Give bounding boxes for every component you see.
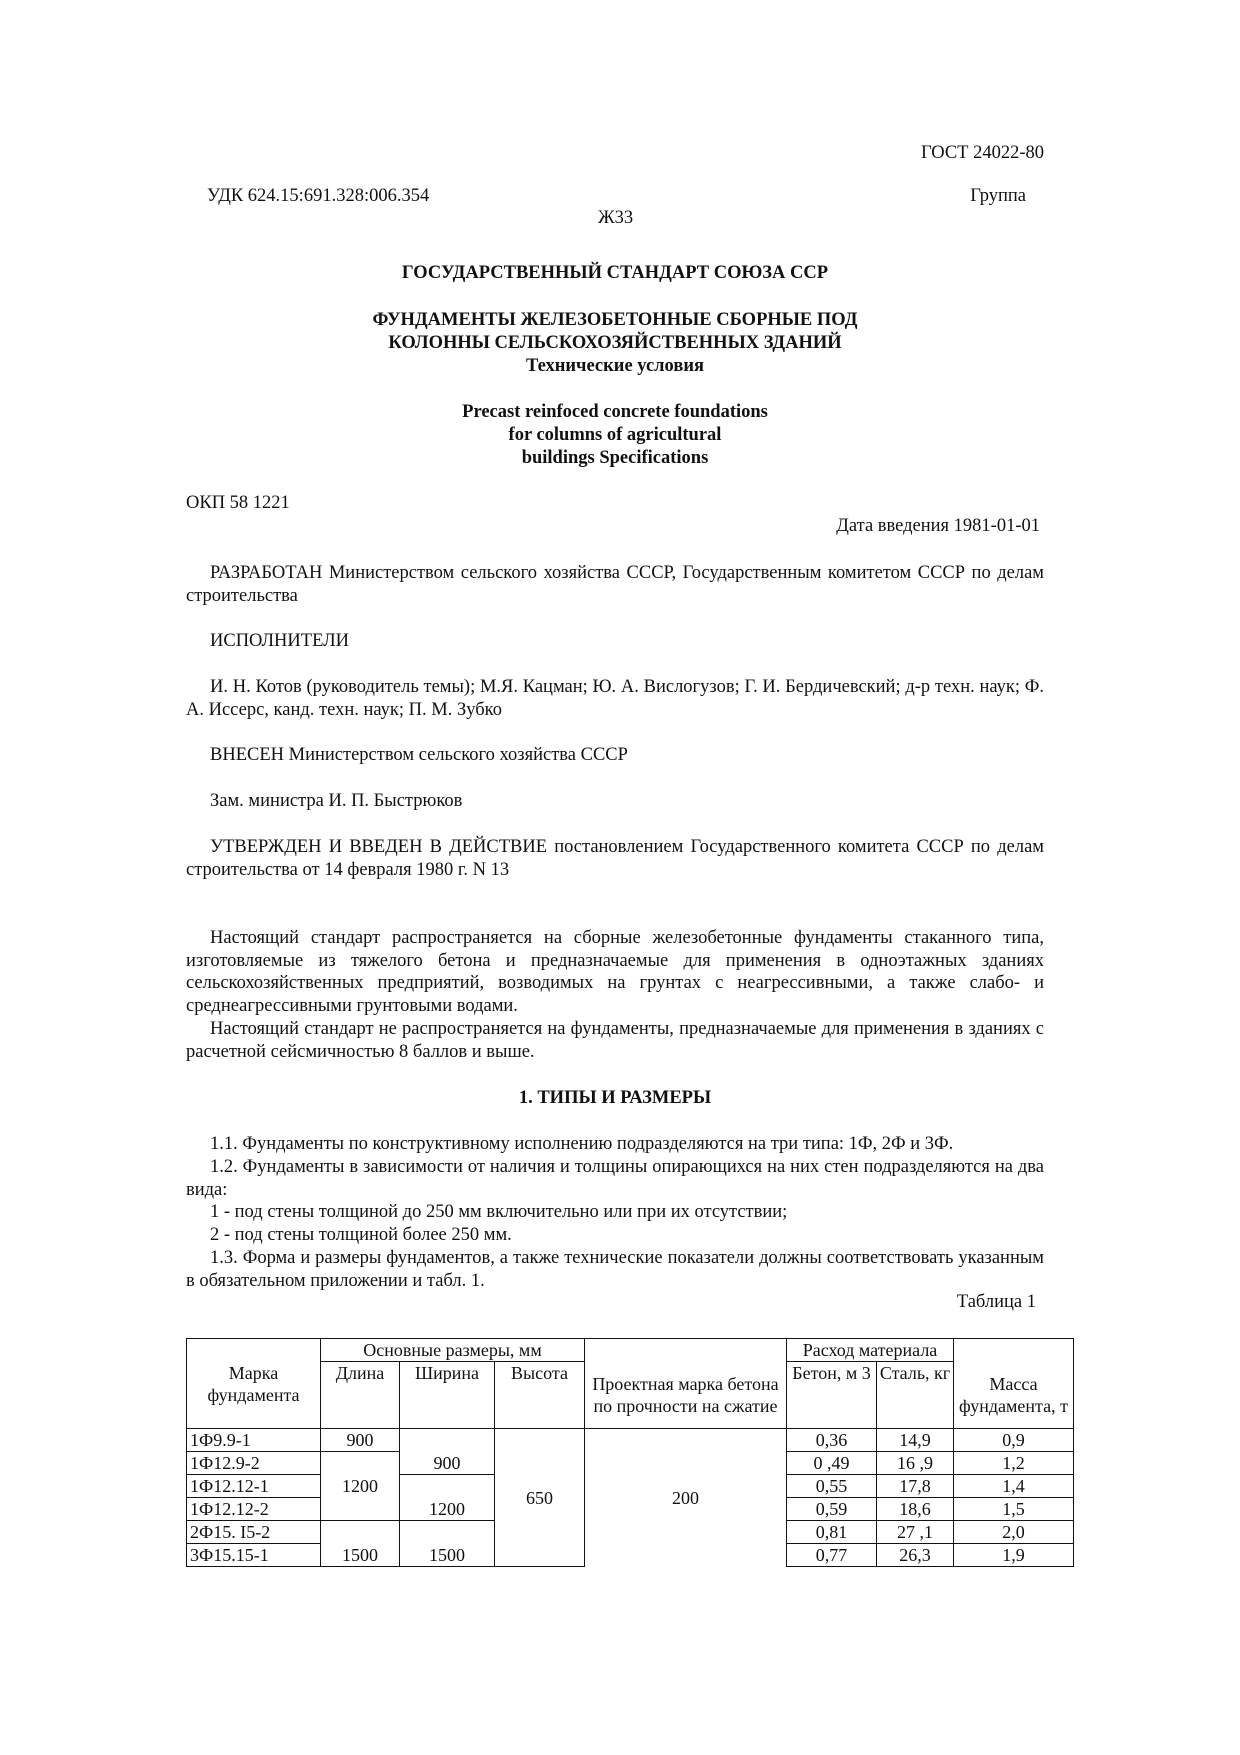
cell-mass: 1,4 <box>954 1475 1074 1498</box>
header-length: Длина <box>321 1362 400 1429</box>
cell-length: 900 <box>321 1429 400 1452</box>
header-mark: Марка фундамента <box>187 1339 321 1429</box>
table-row <box>187 1429 1074 1452</box>
foundations-table <box>186 1338 1074 1567</box>
cell-width: 900 <box>400 1429 495 1475</box>
scope-paragraph-1: Настоящий стандарт распространяется на сборные железобетонные фундаменты стаканного типа, изготовляемые из тяжелого бетона и предназначаемые для применения в одноэтажных зданиях сельскохозяйственных предприятий, возводимых на грунтах с неагрессивными, а также слабо- и среднеагрессивными грунтовыми водами. <box>186 928 1044 1016</box>
scope-paragraph-2: Настоящий стандарт не распространяется на фундаменты, предназначаемые для применения в зданиях с расчетной сейсмичностью 8 баллов и выше. <box>186 1019 1044 1062</box>
cell-mark: 1Ф9.9-1 <box>187 1429 321 1452</box>
header-material-use: Расход материала <box>787 1339 954 1362</box>
cell-width: 1200 <box>400 1475 495 1521</box>
clause-1-3: 1.3. Форма и размеры фундаментов, а также технические показатели должны соответствовать указанным в обязательном приложении и табл. 1. <box>186 1248 1044 1291</box>
cell-steel: 17,8 <box>877 1475 954 1498</box>
cell-mark: 1Ф12.9-2 <box>187 1452 321 1475</box>
header-concrete-volume: Бетон, м 3 <box>787 1362 877 1429</box>
cell-mass: 0,9 <box>954 1429 1074 1452</box>
cell-concrete-volume: 0,55 <box>787 1475 877 1498</box>
header-main-dimensions: Основные размеры, мм <box>321 1339 585 1362</box>
cell-steel: 14,9 <box>877 1429 954 1452</box>
cell-mass: 1,5 <box>954 1498 1074 1521</box>
cell-steel: 27 ,1 <box>877 1521 954 1544</box>
standard-type-heading: ГОСУДАРСТВЕННЫЙ СТАНДАРТ СОЮЗА ССР <box>401 263 829 283</box>
cell-mass: 1,2 <box>954 1452 1074 1475</box>
header-width: Ширина <box>400 1362 495 1429</box>
document-subtitle: Технические условия <box>526 356 704 376</box>
document-title-line2: КОЛОННЫ СЕЛЬСКОХОЗЯЙСТВЕННЫХ ЗДАНИЙ <box>388 333 842 353</box>
okp-code: ОКП 58 1221 <box>186 493 290 513</box>
english-title-line1: Precast reinfoced concrete foundations <box>462 402 768 422</box>
header-steel: Сталь, кг <box>877 1362 954 1429</box>
performers-list: И. Н. Котов (руководитель темы); М.Я. Кацман; Ю. А. Вислогузов; Г. И. Бердичевский; д-р техн. наук; Ф. А. Иссерс, канд. техн. наук; П. М. Зубко <box>186 677 1044 720</box>
introduced-by-paragraph: ВНЕСЕН Министерством сельского хозяйства СССР <box>210 745 628 765</box>
cell-height: 650 <box>495 1429 585 1567</box>
document-title-line1: ФУНДАМЕНТЫ ЖЕЛЕЗОБЕТОННЫЕ СБОРНЫЕ ПОД <box>372 310 858 330</box>
cell-mark: 1Ф12.12-2 <box>187 1498 321 1521</box>
cell-concrete-volume: 0 ,49 <box>787 1452 877 1475</box>
cell-mark: 3Ф15.15-1 <box>187 1544 321 1567</box>
clause-1-2-item-2: 2 - под стены толщиной более 250 мм. <box>210 1225 512 1245</box>
cell-concrete-volume: 0,36 <box>787 1429 877 1452</box>
header-mass: Масса фундамента, т <box>954 1339 1074 1429</box>
gost-number: ГОСТ 24022-80 <box>921 143 1044 163</box>
clause-1-2: 1.2. Фундаменты в зависимости от наличия и толщины опирающихся на них стен подразделяются на два вида: <box>186 1157 1044 1200</box>
cell-width: 1500 <box>400 1521 495 1567</box>
udk-code: УДК 624.15:691.328:006.354 <box>207 186 430 206</box>
cell-length: 1200 <box>321 1452 400 1521</box>
cell-concrete-volume: 0,59 <box>787 1498 877 1521</box>
header-height: Высота <box>495 1362 585 1429</box>
cell-concrete-volume: 0,77 <box>787 1544 877 1567</box>
deputy-minister-line: Зам. министра И. П. Быстрюков <box>210 791 463 811</box>
english-title-line2: for columns of agricultural <box>508 425 722 445</box>
table-caption: Таблица 1 <box>956 1292 1036 1312</box>
group-code: Ж33 <box>598 208 634 228</box>
cell-mass: 2,0 <box>954 1521 1074 1544</box>
date-introduced: Дата введения 1981-01-01 <box>836 516 1040 536</box>
clause-1-2-item-1: 1 - под стены толщиной до 250 мм включительно или при их отсутствии; <box>210 1202 788 1222</box>
cell-steel: 18,6 <box>877 1498 954 1521</box>
section-heading: 1. ТИПЫ И РАЗМЕРЫ <box>518 1088 712 1108</box>
approved-paragraph: УТВЕРЖДЕН И ВВЕДЕН В ДЕЙСТВИЕ постановлением Государственного комитета СССР по делам строительства от 14 февраля 1980 г. N 13 <box>186 837 1044 880</box>
cell-mark: 1Ф12.12-1 <box>187 1475 321 1498</box>
developed-by-paragraph: РАЗРАБОТАН Министерством сельского хозяйства СССР, Государственным комитетом СССР по делам строительства <box>186 563 1044 606</box>
clause-1-1: 1.1. Фундаменты по конструктивному исполнению подразделяются на три типа: 1Ф, 2Ф и 3Ф. <box>210 1134 954 1154</box>
cell-steel: 16 ,9 <box>877 1452 954 1475</box>
cell-length: 1500 <box>321 1521 400 1567</box>
cell-concrete-grade: 200 <box>585 1429 787 1567</box>
performers-heading: ИСПОЛНИТЕЛИ <box>210 631 350 651</box>
cell-mass: 1,9 <box>954 1544 1074 1567</box>
group-label: Группа <box>970 186 1026 206</box>
cell-concrete-volume: 0,81 <box>787 1521 877 1544</box>
cell-mark: 2Ф15. I5-2 <box>187 1521 321 1544</box>
cell-steel: 26,3 <box>877 1544 954 1567</box>
header-concrete-grade: Проектная марка бетона по прочности на сжатие <box>585 1339 787 1429</box>
english-title-line3: buildings Specifications <box>521 448 709 468</box>
